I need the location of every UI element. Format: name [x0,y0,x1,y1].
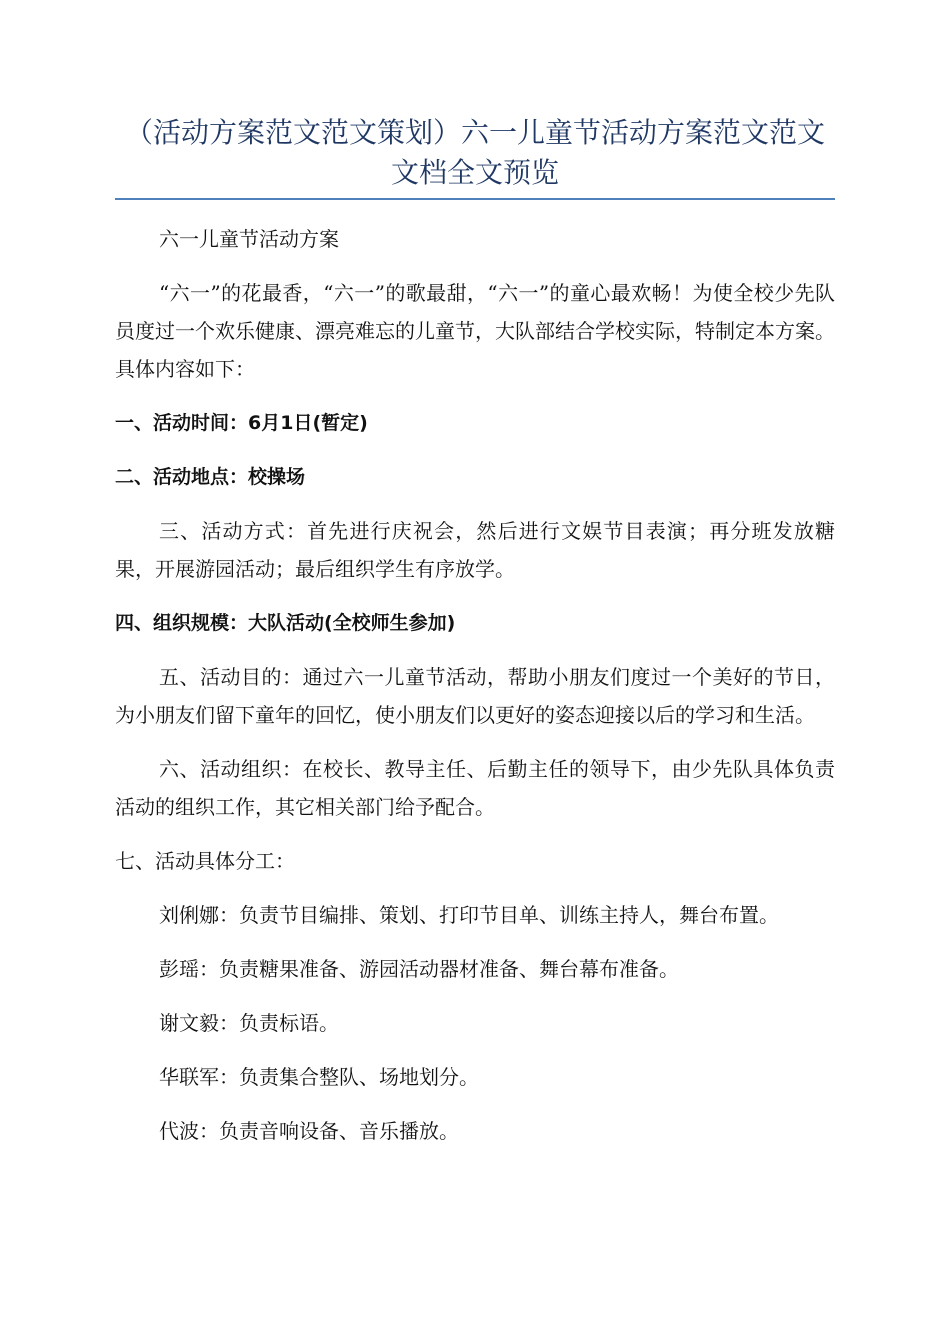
division-item: 代波：负责音响设备、音乐播放。 [159,1119,459,1143]
title-underline [115,198,835,200]
document-page [115,0,835,1150]
section-location: 二、活动地点：校操场 [115,466,306,488]
intro-paragraph: “六一”的花最香，“六一”的歌最甜，“六一”的童心最欢畅！为使全校少先队员度过一个欢乐健康、漂亮难忘的儿童节，大队部结合学校实际，特制定本方案。具体内容如下： [115,281,835,381]
section-method: 三、活动方式：首先进行庆祝会，然后进行文娱节目表演；再分班发放糖果，开展游园活动；最后组织学生有序放学。 [115,519,835,581]
division-item: 谢文毅：负责标语。 [159,1011,339,1035]
document-title: （活动方案范文范文策划）六一儿童节活动方案范文范文文档全文预览 [124,116,825,189]
section-scale: 四、组织规模：大队活动(全校师生参加) [115,612,456,634]
division-item: 刘俐娜：负责节目编排、策划、打印节目单、训练主持人，舞台布置。 [159,903,779,927]
division-item: 华联军：负责集合整队、场地划分。 [159,1065,479,1089]
section-division-heading: 七、活动具体分工： [115,849,295,873]
section-time: 一、活动时间：6月1日(暂定) [115,412,368,434]
division-item: 彭瑶：负责糖果准备、游园活动器材准备、舞台幕布准备。 [159,957,679,981]
section-organization: 六、活动组织：在校长、教导主任、后勤主任的领导下，由少先队具体负责活动的组织工作，其它相关部门给予配合。 [115,757,835,819]
subtitle-paragraph: 六一儿童节活动方案 [159,227,339,251]
section-purpose: 五、活动目的：通过六一儿童节活动，帮助小朋友们度过一个美好的节日，为小朋友们留下童年的回忆，使小朋友们以更好的姿态迎接以后的学习和生活。 [115,665,835,727]
